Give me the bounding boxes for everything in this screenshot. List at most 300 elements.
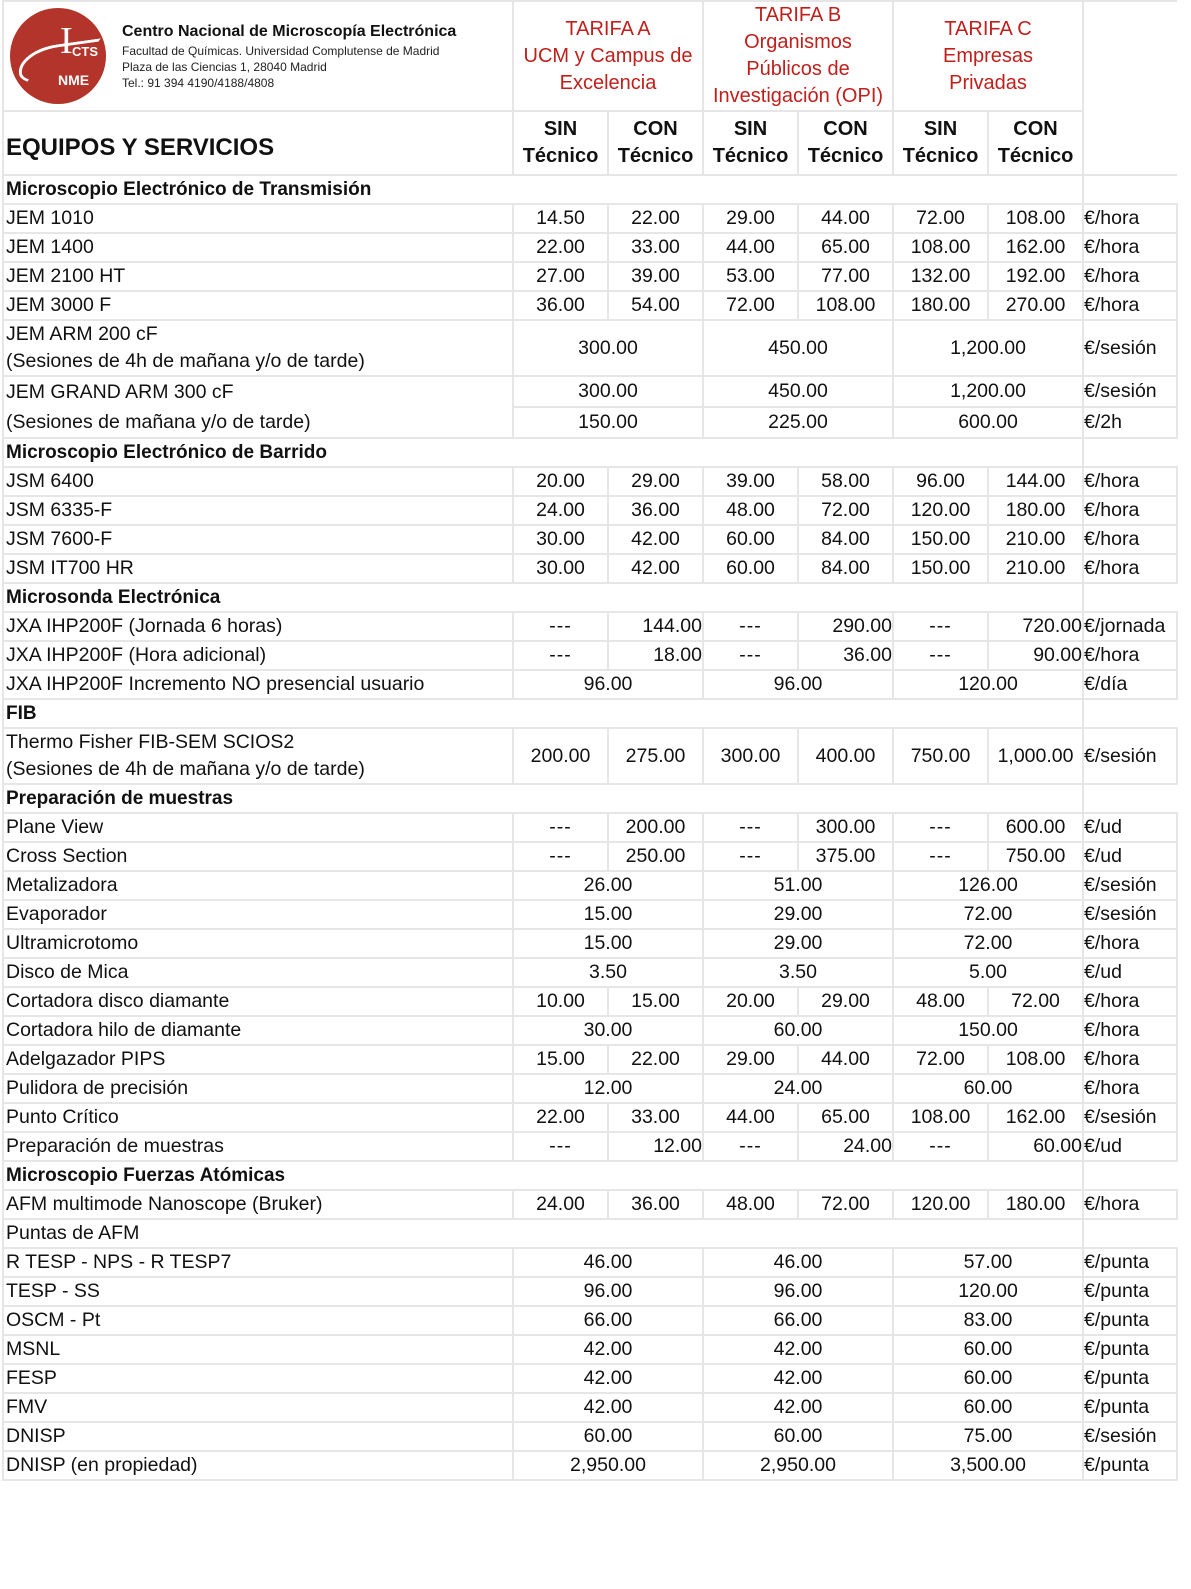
price-cell: 84.00 xyxy=(798,554,893,583)
tarifa-line: TARIFA B xyxy=(754,4,842,26)
unit-cell: €/hora xyxy=(1083,1190,1177,1219)
section-header-row xyxy=(3,175,1177,204)
tarifa-line: TARIFA A xyxy=(565,17,651,40)
price-cell: 162.00 xyxy=(988,1103,1083,1132)
con-tecnico-c: CON Técnico xyxy=(988,111,1083,175)
subsection-title: Puntas de AFM xyxy=(3,1219,1083,1248)
unit-cell: €/hora xyxy=(1083,641,1177,670)
price-cell: 12.00 xyxy=(513,1074,703,1103)
price-cell: --- xyxy=(893,641,988,670)
price-cell: 96.00 xyxy=(703,670,893,699)
price-cell: 60.00 xyxy=(893,1393,1083,1422)
row-blank xyxy=(1083,699,1177,728)
price-cell: 450.00 xyxy=(703,376,893,407)
price-cell: 96.00 xyxy=(513,1277,703,1306)
unit-cell: €/2h xyxy=(1083,407,1177,438)
price-cell: 44.00 xyxy=(703,233,798,262)
header-row xyxy=(3,1,1177,111)
price-cell: 54.00 xyxy=(608,291,703,320)
service-name: AFM multimode Nanoscope (Bruker) xyxy=(3,1190,513,1219)
row-blank xyxy=(1083,175,1177,204)
price-row xyxy=(3,728,1177,784)
price-cell: 15.00 xyxy=(513,929,703,958)
section-header-row xyxy=(3,583,1177,612)
service-name: JSM IT700 HR xyxy=(3,554,513,583)
unit-cell: €/sesión xyxy=(1083,1103,1177,1132)
price-row xyxy=(3,291,1177,320)
price-cell: 66.00 xyxy=(513,1306,703,1335)
service-note: (Sesiones de 4h de mañana y/o de tarde) xyxy=(6,758,365,780)
header-blank xyxy=(1083,1,1177,111)
section-title: FIB xyxy=(3,699,1083,728)
price-cell: 72.00 xyxy=(893,204,988,233)
price-row xyxy=(3,1190,1177,1219)
price-cell: 300.00 xyxy=(513,376,703,407)
price-row xyxy=(3,204,1177,233)
unit-cell: €/hora xyxy=(1083,1074,1177,1103)
price-cell: 33.00 xyxy=(608,233,703,262)
price-row xyxy=(3,641,1177,670)
price-cell: 42.00 xyxy=(608,554,703,583)
price-cell: 83.00 xyxy=(893,1306,1083,1335)
price-cell: 90.00 xyxy=(988,641,1083,670)
sin-tecnico-c: SIN Técnico xyxy=(893,111,988,175)
price-cell: 42.00 xyxy=(513,1393,703,1422)
price-row xyxy=(3,1277,1177,1306)
price-cell: 24.00 xyxy=(513,496,608,525)
service-name-line: Thermo Fisher FIB-SEM SCIOS2 xyxy=(6,731,295,753)
price-cell: 22.00 xyxy=(608,1045,703,1074)
price-cell: 2,950.00 xyxy=(703,1451,893,1480)
price-row xyxy=(3,871,1177,900)
unit-cell: €/día xyxy=(1083,670,1177,699)
service-name: OSCM - Pt xyxy=(3,1306,513,1335)
service-name: JEM 1010 xyxy=(3,204,513,233)
row-blank xyxy=(1083,784,1177,813)
price-cell: 48.00 xyxy=(703,496,798,525)
service-name: Punto Crítico xyxy=(3,1103,513,1132)
price-cell: --- xyxy=(703,612,798,641)
price-cell: 22.00 xyxy=(513,233,608,262)
main-title: EQUIPOS Y SERVICIOS xyxy=(3,111,513,175)
price-cell: --- xyxy=(513,842,608,871)
row-blank xyxy=(1083,1219,1177,1248)
price-cell: 225.00 xyxy=(703,407,893,438)
price-cell: 15.00 xyxy=(608,987,703,1016)
unit-cell: €/hora xyxy=(1083,291,1177,320)
service-name: FESP xyxy=(3,1364,513,1393)
service-name: Plane View xyxy=(3,813,513,842)
service-name: JXA IHP200F Incremento NO presencial usuario xyxy=(3,670,513,699)
price-cell: 270.00 xyxy=(988,291,1083,320)
price-cell: 375.00 xyxy=(798,842,893,871)
price-cell: 72.00 xyxy=(893,1045,988,1074)
tarifa-line: UCM y Campus de xyxy=(523,44,693,67)
price-cell: 144.00 xyxy=(988,467,1083,496)
org-line: Facultad de Químicas. Universidad Complutense de Madrid xyxy=(122,44,440,58)
price-cell: 3.50 xyxy=(703,958,893,987)
price-cell: 750.00 xyxy=(893,728,988,784)
service-name: JEM 3000 F xyxy=(3,291,513,320)
price-cell: 57.00 xyxy=(893,1248,1083,1277)
service-name: JSM 6400 xyxy=(3,467,513,496)
price-cell: 400.00 xyxy=(798,728,893,784)
price-cell: 180.00 xyxy=(988,1190,1083,1219)
price-cell: 72.00 xyxy=(703,291,798,320)
icts-cnme-logo-icon: I CTS NME xyxy=(10,8,106,104)
price-cell: 60.00 xyxy=(893,1074,1083,1103)
price-cell: --- xyxy=(893,842,988,871)
price-cell: 39.00 xyxy=(608,262,703,291)
price-cell: 72.00 xyxy=(988,987,1083,1016)
section-header-row xyxy=(3,699,1177,728)
price-row xyxy=(3,1103,1177,1132)
price-cell: 108.00 xyxy=(798,291,893,320)
price-cell: 600.00 xyxy=(893,407,1083,438)
price-cell: 60.00 xyxy=(703,1422,893,1451)
price-cell: 150.00 xyxy=(513,407,703,438)
price-cell: 22.00 xyxy=(608,204,703,233)
price-cell: 60.00 xyxy=(703,1016,893,1045)
price-cell: 29.00 xyxy=(703,929,893,958)
service-name: Cortadora hilo de diamante xyxy=(3,1016,513,1045)
price-cell: 66.00 xyxy=(703,1306,893,1335)
price-row xyxy=(3,1422,1177,1451)
unit-cell: €/hora xyxy=(1083,467,1177,496)
org-line: Plaza de las Ciencias 1, 28040 Madrid xyxy=(122,60,327,74)
price-cell: 42.00 xyxy=(703,1335,893,1364)
price-cell: 60.00 xyxy=(513,1422,703,1451)
unit-cell: €/hora xyxy=(1083,987,1177,1016)
service-name: MSNL xyxy=(3,1335,513,1364)
service-name: TESP - SS xyxy=(3,1277,513,1306)
price-cell: 18.00 xyxy=(608,641,703,670)
price-cell: --- xyxy=(513,813,608,842)
org-line: Tel.: 91 394 4190/4188/4808 xyxy=(122,76,275,90)
service-name: Preparación de muestras xyxy=(3,1132,513,1161)
price-row xyxy=(3,1074,1177,1103)
price-cell: 29.00 xyxy=(703,900,893,929)
service-note: (Sesiones de mañana y/o de tarde) xyxy=(6,411,311,433)
unit-cell: €/ud xyxy=(1083,1132,1177,1161)
price-cell: 3.50 xyxy=(513,958,703,987)
price-row xyxy=(3,1335,1177,1364)
service-name: Ultramicrotomo xyxy=(3,929,513,958)
unit-cell: €/ud xyxy=(1083,958,1177,987)
tarifa-b-header xyxy=(703,1,893,111)
service-name xyxy=(3,320,513,376)
price-cell: --- xyxy=(513,1132,608,1161)
price-row xyxy=(3,233,1177,262)
tarifa-line: Organismos xyxy=(744,31,852,53)
price-cell: 120.00 xyxy=(893,670,1083,699)
price-cell: 108.00 xyxy=(988,1045,1083,1074)
service-name: Cross Section xyxy=(3,842,513,871)
price-cell: 58.00 xyxy=(798,467,893,496)
price-cell: 30.00 xyxy=(513,525,608,554)
unit-cell: €/hora xyxy=(1083,1016,1177,1045)
service-name: FMV xyxy=(3,1393,513,1422)
price-cell: 192.00 xyxy=(988,262,1083,291)
price-cell: 48.00 xyxy=(893,987,988,1016)
price-cell: 20.00 xyxy=(703,987,798,1016)
price-cell: 60.00 xyxy=(893,1364,1083,1393)
service-name: Adelgazador PIPS xyxy=(3,1045,513,1074)
price-cell: 210.00 xyxy=(988,554,1083,583)
service-name: JXA IHP200F (Hora adicional) xyxy=(3,641,513,670)
price-cell: 24.00 xyxy=(798,1132,893,1161)
price-cell: 96.00 xyxy=(513,670,703,699)
price-cell: 42.00 xyxy=(513,1335,703,1364)
price-cell: 20.00 xyxy=(513,467,608,496)
service-name: JXA IHP200F (Jornada 6 horas) xyxy=(3,612,513,641)
price-cell: 120.00 xyxy=(893,1277,1083,1306)
price-cell: --- xyxy=(703,1132,798,1161)
price-cell: 44.00 xyxy=(798,1045,893,1074)
service-name: JEM 2100 HT xyxy=(3,262,513,291)
unit-cell: €/sesión xyxy=(1083,728,1177,784)
price-row xyxy=(3,987,1177,1016)
price-cell: --- xyxy=(893,1132,988,1161)
subheader-row xyxy=(3,111,1177,175)
row-blank xyxy=(1083,1161,1177,1190)
price-row xyxy=(3,1393,1177,1422)
price-row xyxy=(3,842,1177,871)
price-cell: 53.00 xyxy=(703,262,798,291)
price-cell: 200.00 xyxy=(513,728,608,784)
tarifa-line: Privadas xyxy=(949,71,1027,94)
price-cell: 1,200.00 xyxy=(893,376,1083,407)
service-name: JSM 6335-F xyxy=(3,496,513,525)
price-cell: 42.00 xyxy=(703,1393,893,1422)
price-cell: 5.00 xyxy=(893,958,1083,987)
unit-cell: €/hora xyxy=(1083,554,1177,583)
unit-cell: €/hora xyxy=(1083,496,1177,525)
unit-cell: €/punta xyxy=(1083,1335,1177,1364)
price-cell: 77.00 xyxy=(798,262,893,291)
price-cell: --- xyxy=(703,842,798,871)
price-cell: 300.00 xyxy=(513,320,703,376)
price-cell: 180.00 xyxy=(988,496,1083,525)
price-cell: 60.00 xyxy=(703,554,798,583)
price-cell: 29.00 xyxy=(703,204,798,233)
price-cell: 180.00 xyxy=(893,291,988,320)
price-cell: 750.00 xyxy=(988,842,1083,871)
price-cell: 200.00 xyxy=(608,813,703,842)
price-cell: 150.00 xyxy=(893,525,988,554)
price-row xyxy=(3,320,1177,376)
price-cell: --- xyxy=(703,813,798,842)
unit-cell: €/punta xyxy=(1083,1306,1177,1335)
price-cell: 84.00 xyxy=(798,525,893,554)
price-cell: 250.00 xyxy=(608,842,703,871)
price-cell: 126.00 xyxy=(893,871,1083,900)
section-header-row xyxy=(3,1161,1177,1190)
unit-cell: €/punta xyxy=(1083,1277,1177,1306)
service-name: R TESP - NPS - R TESP7 xyxy=(3,1248,513,1277)
price-cell: 30.00 xyxy=(513,1016,703,1045)
service-name-line: JEM GRAND ARM 300 cF xyxy=(6,381,234,403)
price-cell: --- xyxy=(703,641,798,670)
unit-cell: €/ud xyxy=(1083,842,1177,871)
section-title: Microscopio Electrónico de Barrido xyxy=(3,438,1083,467)
price-cell: 27.00 xyxy=(513,262,608,291)
price-cell: 290.00 xyxy=(798,612,893,641)
price-cell: --- xyxy=(893,612,988,641)
unit-cell: €/hora xyxy=(1083,929,1177,958)
price-cell: 39.00 xyxy=(703,467,798,496)
price-cell: 51.00 xyxy=(703,871,893,900)
price-row xyxy=(3,1016,1177,1045)
unit-cell: €/ud xyxy=(1083,813,1177,842)
price-cell: 108.00 xyxy=(988,204,1083,233)
price-cell: 10.00 xyxy=(513,987,608,1016)
unit-cell: €/hora xyxy=(1083,525,1177,554)
price-cell: 60.00 xyxy=(893,1335,1083,1364)
price-cell: 29.00 xyxy=(703,1045,798,1074)
price-row xyxy=(3,813,1177,842)
unit-cell: €/hora xyxy=(1083,204,1177,233)
price-row xyxy=(3,612,1177,641)
subheader-blank xyxy=(1083,111,1177,175)
price-cell: 2,950.00 xyxy=(513,1451,703,1480)
price-cell: 65.00 xyxy=(798,1103,893,1132)
service-name: DNISP xyxy=(3,1422,513,1451)
price-cell: 150.00 xyxy=(893,1016,1083,1045)
price-cell: 600.00 xyxy=(988,813,1083,842)
service-name: JEM 1400 xyxy=(3,233,513,262)
con-tecnico-b: CON Técnico xyxy=(798,111,893,175)
tarifa-line: Públicos de xyxy=(746,58,850,80)
service-name: Pulidora de precisión xyxy=(3,1074,513,1103)
tarifa-line: Empresas xyxy=(943,44,1034,67)
section-header-row xyxy=(3,438,1177,467)
service-name: DNISP (en propiedad) xyxy=(3,1451,513,1480)
price-row xyxy=(3,554,1177,583)
org-info xyxy=(122,21,456,91)
tarifa-c-header xyxy=(893,1,1083,111)
price-cell: 162.00 xyxy=(988,233,1083,262)
price-cell: 75.00 xyxy=(893,1422,1083,1451)
price-cell: 48.00 xyxy=(703,1190,798,1219)
price-cell: 3,500.00 xyxy=(893,1451,1083,1480)
price-cell: 24.00 xyxy=(703,1074,893,1103)
service-name: Disco de Mica xyxy=(3,958,513,987)
price-cell: 1,200.00 xyxy=(893,320,1083,376)
service-note: (Sesiones de 4h de mañana y/o de tarde) xyxy=(6,350,365,372)
con-tecnico-a: CON Técnico xyxy=(608,111,703,175)
section-title: Microscopio Electrónico de Transmisión xyxy=(3,175,1083,204)
price-cell: 36.00 xyxy=(798,641,893,670)
price-cell: 42.00 xyxy=(703,1364,893,1393)
section-header-row xyxy=(3,784,1177,813)
price-row xyxy=(3,900,1177,929)
price-cell: 30.00 xyxy=(513,554,608,583)
service-name: Cortadora disco diamante xyxy=(3,987,513,1016)
unit-cell: €/sesión xyxy=(1083,320,1177,376)
price-cell: 12.00 xyxy=(608,1132,703,1161)
unit-cell: €/punta xyxy=(1083,1393,1177,1422)
price-cell: 46.00 xyxy=(513,1248,703,1277)
price-cell: 108.00 xyxy=(893,1103,988,1132)
price-cell: 42.00 xyxy=(513,1364,703,1393)
price-cell: 150.00 xyxy=(893,554,988,583)
price-cell: 44.00 xyxy=(798,204,893,233)
unit-cell: €/sesión xyxy=(1083,376,1177,407)
unit-cell: €/punta xyxy=(1083,1364,1177,1393)
price-row xyxy=(3,1045,1177,1074)
price-cell: 60.00 xyxy=(988,1132,1083,1161)
price-cell: 33.00 xyxy=(608,1103,703,1132)
section-title: Preparación de muestras xyxy=(3,784,1083,813)
price-cell: 29.00 xyxy=(608,467,703,496)
price-cell: 26.00 xyxy=(513,871,703,900)
org-name: Centro Nacional de Microscopía Electrónica xyxy=(122,23,457,40)
price-cell: 96.00 xyxy=(703,1277,893,1306)
price-cell: 132.00 xyxy=(893,262,988,291)
unit-cell: €/punta xyxy=(1083,1248,1177,1277)
price-row xyxy=(3,1364,1177,1393)
unit-cell: €/hora xyxy=(1083,1045,1177,1074)
unit-cell: €/sesión xyxy=(1083,900,1177,929)
price-cell: 65.00 xyxy=(798,233,893,262)
price-sheet xyxy=(2,0,1177,1481)
price-cell: 15.00 xyxy=(513,1045,608,1074)
price-cell: 300.00 xyxy=(798,813,893,842)
price-cell: 720.00 xyxy=(988,612,1083,641)
price-cell: 108.00 xyxy=(893,233,988,262)
price-cell: 72.00 xyxy=(798,1190,893,1219)
sin-tecnico-b: SIN Técnico xyxy=(703,111,798,175)
price-row xyxy=(3,525,1177,554)
price-row xyxy=(3,1306,1177,1335)
price-cell: 22.00 xyxy=(513,1103,608,1132)
price-cell: 36.00 xyxy=(608,1190,703,1219)
price-cell: 72.00 xyxy=(893,929,1083,958)
price-cell: 15.00 xyxy=(513,900,703,929)
unit-cell: €/hora xyxy=(1083,262,1177,291)
price-cell: 72.00 xyxy=(893,900,1083,929)
sin-tecnico-a: SIN Técnico xyxy=(513,111,608,175)
section-title: Microsonda Electrónica xyxy=(3,583,1083,612)
unit-cell: €/punta xyxy=(1083,1451,1177,1480)
service-name xyxy=(3,728,513,784)
service-name: Evaporador xyxy=(3,900,513,929)
price-cell: 60.00 xyxy=(703,525,798,554)
price-cell: 14.50 xyxy=(513,204,608,233)
unit-cell: €/sesión xyxy=(1083,1422,1177,1451)
unit-cell: €/sesión xyxy=(1083,871,1177,900)
price-table xyxy=(2,0,1178,1481)
row-blank xyxy=(1083,583,1177,612)
unit-cell: €/jornada xyxy=(1083,612,1177,641)
service-name xyxy=(3,376,513,438)
row-blank xyxy=(1083,438,1177,467)
section-title: Microscopio Fuerzas Atómicas xyxy=(3,1161,1083,1190)
price-cell: 120.00 xyxy=(893,1190,988,1219)
price-cell: --- xyxy=(893,813,988,842)
price-cell: 96.00 xyxy=(893,467,988,496)
price-row xyxy=(3,467,1177,496)
price-cell: 46.00 xyxy=(703,1248,893,1277)
tarifa-line: Excelencia xyxy=(559,71,657,94)
service-name-line: JEM ARM 200 cF xyxy=(6,323,158,345)
price-cell: 24.00 xyxy=(513,1190,608,1219)
price-cell: 450.00 xyxy=(703,320,893,376)
unit-cell: €/hora xyxy=(1083,233,1177,262)
price-cell: 210.00 xyxy=(988,525,1083,554)
price-row xyxy=(3,958,1177,987)
